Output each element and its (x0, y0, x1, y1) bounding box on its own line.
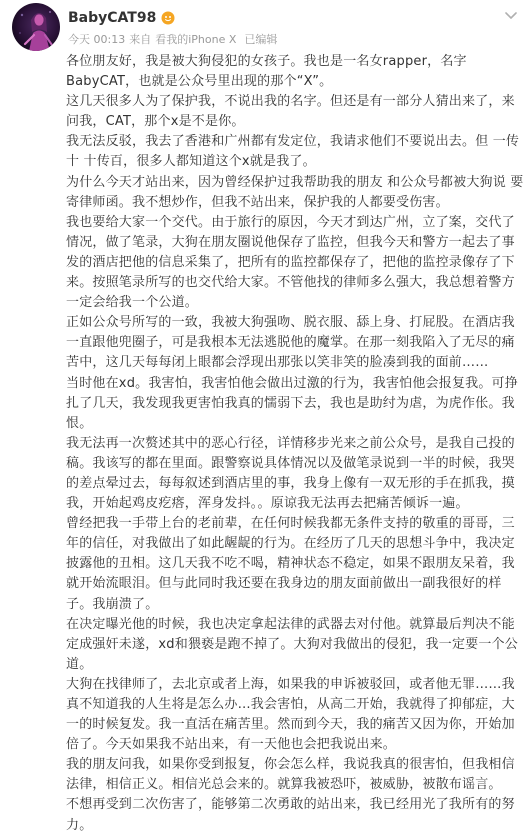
post-paragraph (66, 615, 528, 675)
post-text-line: 稿。我该写的都在里面。跟警察说具体情况以及做笔录说到一半的时候，我哭 (66, 455, 515, 471)
post-text-line: 我也要给大家一个交代。由于旅行的原因，今天才到达广州，立了案，交代了 (66, 214, 515, 230)
post-text-line: 我的朋友问我，如果你受到报复，你会怎么样，我说我真的很害怕，但我相信 (66, 757, 515, 773)
post-paragraph (66, 132, 528, 172)
post-text-line: 道。 (66, 656, 93, 672)
post-text-line: 一直跟他兜圈子，可是我根本无法逃脱他的魔掌。在那一刻我陷入了无尽的痛 (66, 335, 515, 351)
post-paragraph (66, 213, 528, 313)
post-text-line: 我，开始起鸡皮疙瘩，浑身发抖。。原谅我无法再去把痛苦倾诉一遍。 (66, 496, 469, 512)
username[interactable]: BabyCAT98 (68, 10, 157, 26)
post-text-line: 情况，做了笔录，大狗在朋友圈说他保存了监控，但我今天和警方一起去了事 (66, 234, 515, 250)
post-paragraph (66, 173, 528, 213)
post-text-line: 发的酒店把他的信息采集了，把所有的监控都保存了，把他的监控录像存了下 (66, 254, 515, 270)
post-paragraph (66, 795, 528, 835)
post-text-line: 各位朋友好，我是被大狗侵犯的女孩子。我也是一名女rapper，名字 (66, 54, 467, 69)
avatar[interactable] (12, 3, 60, 51)
post-text-line: 子。我崩溃了。 (66, 596, 159, 612)
post-text-line: 倍了。今天如果我不站出来，有一天他也会把我说出来。 (66, 737, 397, 753)
post-text-line: 扎了几天，我发现我更害怕我真的懦弱下去，我也是助纣为虐，为虎作伥。我 (66, 395, 515, 411)
post-text-line: 年的信任，对我做出了如此龌龊的行为。在经历了几天的思想斗争中，我决定 (66, 536, 515, 552)
post-text-line: 真不知道我的人生将是怎么办…我会害怕，从高二开始，我就得了抑郁症，大 (66, 697, 515, 712)
author-line (68, 8, 175, 28)
user-badge-icon (161, 11, 175, 25)
post-text-line: BabyCAT，也就是公众号里出现的那个“X”。 (66, 74, 333, 90)
post-text-line: 正如公众号所写的一致，我被大狗强吻、脱衣服、舔上身、打屁股。在酒店我 (66, 315, 515, 331)
post-paragraph (66, 514, 528, 614)
post-text-line: 这几天很多人为了保护我，不说出我的名字。但还是有一部分人猜出来了，来 (66, 94, 515, 110)
post-text-line: 为什么今天才站出来，因为曾经保护过我帮助我的朋友 和公众号都被大狗说 要 (66, 174, 524, 190)
post-source-prefix: 来自 (129, 33, 152, 46)
post-text-line: 定成强奸未遂，xd和猥亵是跑不掉了。大狗对我做出的侵犯，我一定要一个公 (66, 636, 518, 652)
post-text-line: 问我，CAT，那个x是不是你。 (66, 114, 245, 130)
post-text-line: 十 十传百，很多人都知道这个x就是我了。 (66, 154, 316, 170)
post-text-line: 当时他在xd。我害怕，我害怕他会做出过激的行为，我害怕他会报复我。可挣 (66, 375, 518, 391)
post-paragraph (66, 755, 528, 795)
post-text-line: 就开始流眼泪。但与此同时我还要在我身边的朋友面前做出一副我很好的样 (66, 576, 502, 592)
post-text-line: 曾经把我一手带上台的老前辈，在任何时候我都无条件支持的敬重的哥哥，三 (66, 516, 515, 532)
post-paragraph (66, 374, 528, 434)
post-text-line: 来。按照笔录所写的也交代给大家。不管他找的律师多么强大，我总想着警方 (66, 275, 515, 291)
post-text-line: 一定会给我一个公道。 (66, 295, 199, 311)
post-content (66, 52, 528, 836)
post-text-line: 大狗在找律师了，去北京或者上海，如果我的申诉被驳回，或者他无罪……我 (66, 676, 515, 692)
post-paragraph (66, 313, 528, 373)
post-text-line: 寄律师函。我不想炒作，但我不站出来，保护我的人都要受伤害。 (66, 194, 449, 210)
post-source: 看我的iPhone X (155, 33, 237, 46)
post-paragraph (66, 52, 528, 92)
post-text-line: 的差点晕过去，每每叙述到酒店里的事，我身上像有一双无形的手在抓我，摸 (66, 475, 515, 491)
post-text-line: 一的时候复发。我一直活在痛苦里。然而到今天，我的痛苦又因为你，开始加 (66, 717, 515, 733)
post-paragraph (66, 92, 528, 132)
post-text-line: 我无法反驳，我去了香港和广州都有发定位，我请求他们不要说出去。但 一传 (66, 134, 520, 150)
post-text-line: 在决定曝光他的时候，我也决定拿起法律的武器去对付他。就算最后判决不能 (66, 616, 515, 632)
post-meta (68, 32, 277, 48)
post-text-line: 恨。 (66, 415, 93, 431)
chevron-down-icon[interactable] (504, 11, 518, 21)
post-text-line: 披露他的丑相。这几天我不吃不喝，精神状态不稳定，如果不跟朋友呆着，我 (66, 556, 515, 572)
post-text-line: 我无法再一次赘述其中的恶心行径，详情移步光来之前公众号，是我自己投的 (66, 435, 515, 451)
post-paragraph (66, 434, 528, 514)
post-text-line: 力。 (66, 817, 93, 833)
edited-label: 已编辑 (244, 33, 278, 46)
avatar-image (12, 3, 60, 51)
post-text-line: 不想再受到二次伤害了，能够第二次勇敢的站出来，我已经用光了我所有的努 (66, 797, 515, 813)
post-text-line: 苦中，这几天每每闭上眼都会浮现出那张以笑非笑的脸凑到我的面前…… (66, 355, 489, 371)
post-text-line: 法律，相信正义。相信光总会来的。就算我被恐吓，被威胁，被散布谣言。 (66, 777, 502, 793)
post-time: 今天 00:13 (68, 33, 126, 46)
post-paragraph (66, 675, 528, 755)
